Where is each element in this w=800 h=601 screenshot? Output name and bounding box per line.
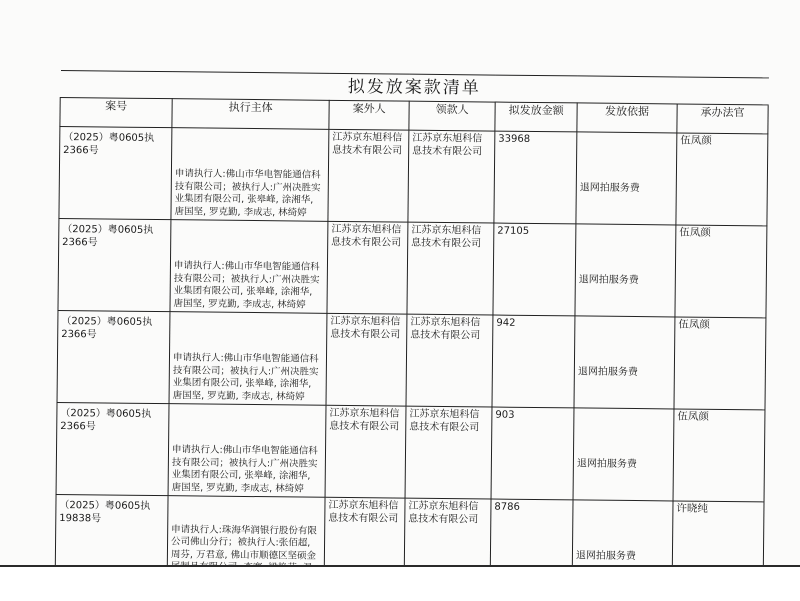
judge-cell: 许晓纯 <box>672 501 764 594</box>
amount-cell: 8786 <box>490 499 573 592</box>
subject-cell: 申请执行人:珠海华润银行股份有限公司佛山分行；被执行人:张佰超, 周芬, 万君意, 佛山市顺德区坚硕金属制品有限公司, <box>167 496 325 590</box>
basis-cell: 退网拍服务费 <box>572 500 673 593</box>
payee-cell: 江苏京东旭科信息技术有限公司 <box>406 314 493 407</box>
header-case: 案号 <box>60 98 172 128</box>
basis-cell: 退网拍服务费 <box>573 408 674 501</box>
table-title: 拟发放案款清单 <box>60 71 768 105</box>
header-outsider: 案外人 <box>329 100 409 130</box>
basis-cell: 退网拍服务费 <box>576 132 677 225</box>
payee-cell: 江苏京东旭科信息技术有限公司 <box>404 498 491 591</box>
judge-cell: 伍凤颜 <box>676 133 768 226</box>
subject-cell: 申请执行人:佛山市华电智能通信科技有限公司；被执行人:广州决胜实业集团有限公司, 张皋峰, 涂湘华, 唐国坚, 罗克勤, 李成志, 林绮婷 <box>168 404 326 498</box>
outsider-cell: 江苏京东旭科信息技术有限公司 <box>327 221 408 314</box>
outsider-cell: 江苏京东旭科信息技术有限公司 <box>328 129 409 222</box>
table-row <box>57 310 766 409</box>
outsider-cell: 江苏京东旭科信息技术有限公司 <box>326 313 407 406</box>
payee-cell: 江苏京东旭科信息技术有限公司 <box>408 130 495 223</box>
case-cell: （2025）粤0605执2366号 <box>57 310 170 403</box>
payee-cell: 江苏京东旭科信息技术有限公司 <box>407 222 494 315</box>
disbursement-table <box>55 70 769 594</box>
table-row <box>58 218 767 317</box>
judge-cell: 伍凤颜 <box>674 317 766 410</box>
table-row <box>56 402 765 501</box>
subject-cell: 申请执行人:佛山市华电智能通信科技有限公司；被执行人:广州决胜实业集团有限公司, 张皋峰, 涂湘华, 唐国坚, 罗克勤, 李成志, 林绮婷 <box>171 128 329 222</box>
table-row <box>59 127 768 226</box>
case-cell: （2025）粤0605执2366号 <box>59 127 172 220</box>
subject-cell: 申请执行人:佛山市华电智能通信科技有限公司；被执行人:广州决胜实业集团有限公司, 张皋峰, 涂湘华, 唐国坚, 罗克勤, 李成志, 林绮婷 <box>169 312 327 406</box>
header-subject: 执行主体 <box>172 99 329 130</box>
case-cell: （2025）粤0605执2366号 <box>58 218 171 311</box>
judge-cell: 伍凤颜 <box>675 225 767 318</box>
amount-cell: 903 <box>491 407 574 500</box>
case-cell: （2025）粤0605执19838号 <box>55 494 168 587</box>
payee-cell: 江苏京东旭科信息技术有限公司 <box>405 406 492 499</box>
amount-cell: 942 <box>492 315 575 408</box>
outsider-cell: 江苏京东旭科信息技术有限公司 <box>324 497 405 590</box>
basis-cell: 退网拍服务费 <box>574 316 675 409</box>
subject-cell: 申请执行人:佛山市华电智能通信科技有限公司；被执行人:广州决胜实业集团有限公司, 张皋峰, 涂湘华, 唐国坚, 罗克勤, 李成志, 林绮婷 <box>170 220 328 314</box>
header-amount: 拟发放金额 <box>495 102 577 132</box>
header-payee: 领款人 <box>409 101 495 131</box>
scan-edge <box>0 565 800 601</box>
header-basis: 发放依据 <box>577 103 677 133</box>
outsider-cell: 江苏京东旭科信息技术有限公司 <box>325 405 406 498</box>
basis-cell: 退网拍服务费 <box>575 224 676 317</box>
case-cell: （2025）粤0605执2366号 <box>56 402 169 495</box>
header-judge: 承办法官 <box>677 104 768 134</box>
amount-cell: 27105 <box>493 223 576 316</box>
amount-cell: 33968 <box>494 131 577 224</box>
judge-cell: 伍凤颜 <box>673 409 765 502</box>
